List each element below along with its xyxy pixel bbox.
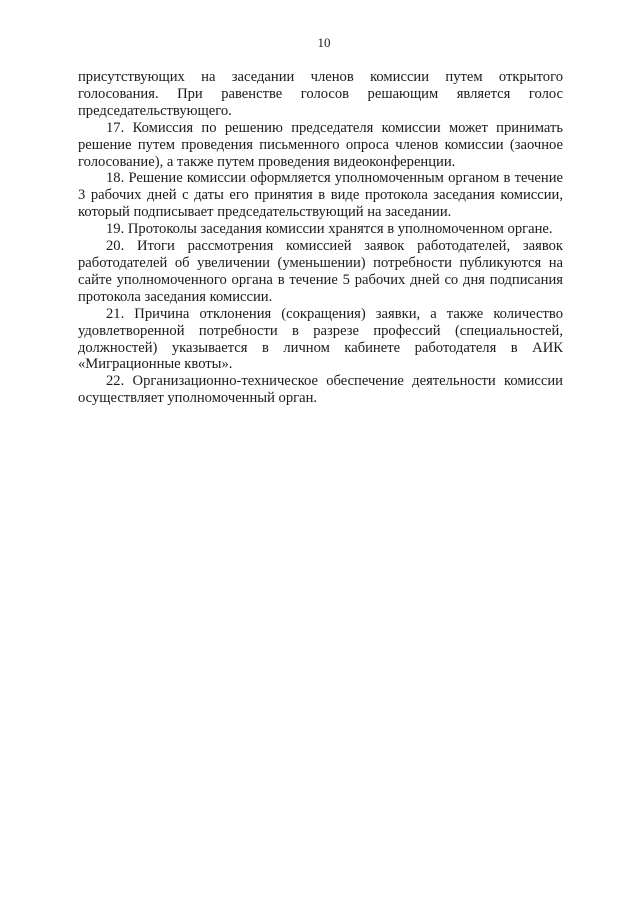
paragraph-18: 18. Решение комиссии оформляется уполномоченным органом в течение 3 рабочих дней с даты его принятия в виде протокола заседания комиссии, который подписывает председательствующий на заседании. [78, 170, 563, 221]
paragraph-19: 19. Протоколы заседания комиссии хранятся в уполномоченном органе. [106, 221, 553, 238]
paragraph-21: 21. Причина отклонения (сокращения) заявки, а также количество удовлетворенной потребности в разрезе профессий (специальностей, должностей) указывается в личном кабинете работодателя в АИК «Миграционные квоты». [78, 305, 563, 373]
page-number: 10 [317, 35, 331, 50]
document-body [78, 69, 563, 407]
paragraph-17: 17. Комиссия по решению председателя комиссии может принимать решение путем проведения письменного опроса членов комиссии (заочное голосование), а также путем проведения видеоконференции. [78, 119, 563, 170]
paragraph-continuation: присутствующих на заседании членов комиссии путем открытого голосования. При равенстве голосов решающим является голос председательствующего. [78, 69, 563, 119]
paragraph-20: 20. Итоги рассмотрения комиссией заявок работодателей, заявок работодателей об увеличении (уменьшении) потребности публикуются на сайте уполномоченного органа в течение 5 рабочих дней со дня подписания протокола заседания комиссии. [78, 238, 563, 305]
paragraph-22: 22. Организационно-техническое обеспечение деятельности комиссии осуществляет уполномоченный орган. [78, 373, 563, 407]
